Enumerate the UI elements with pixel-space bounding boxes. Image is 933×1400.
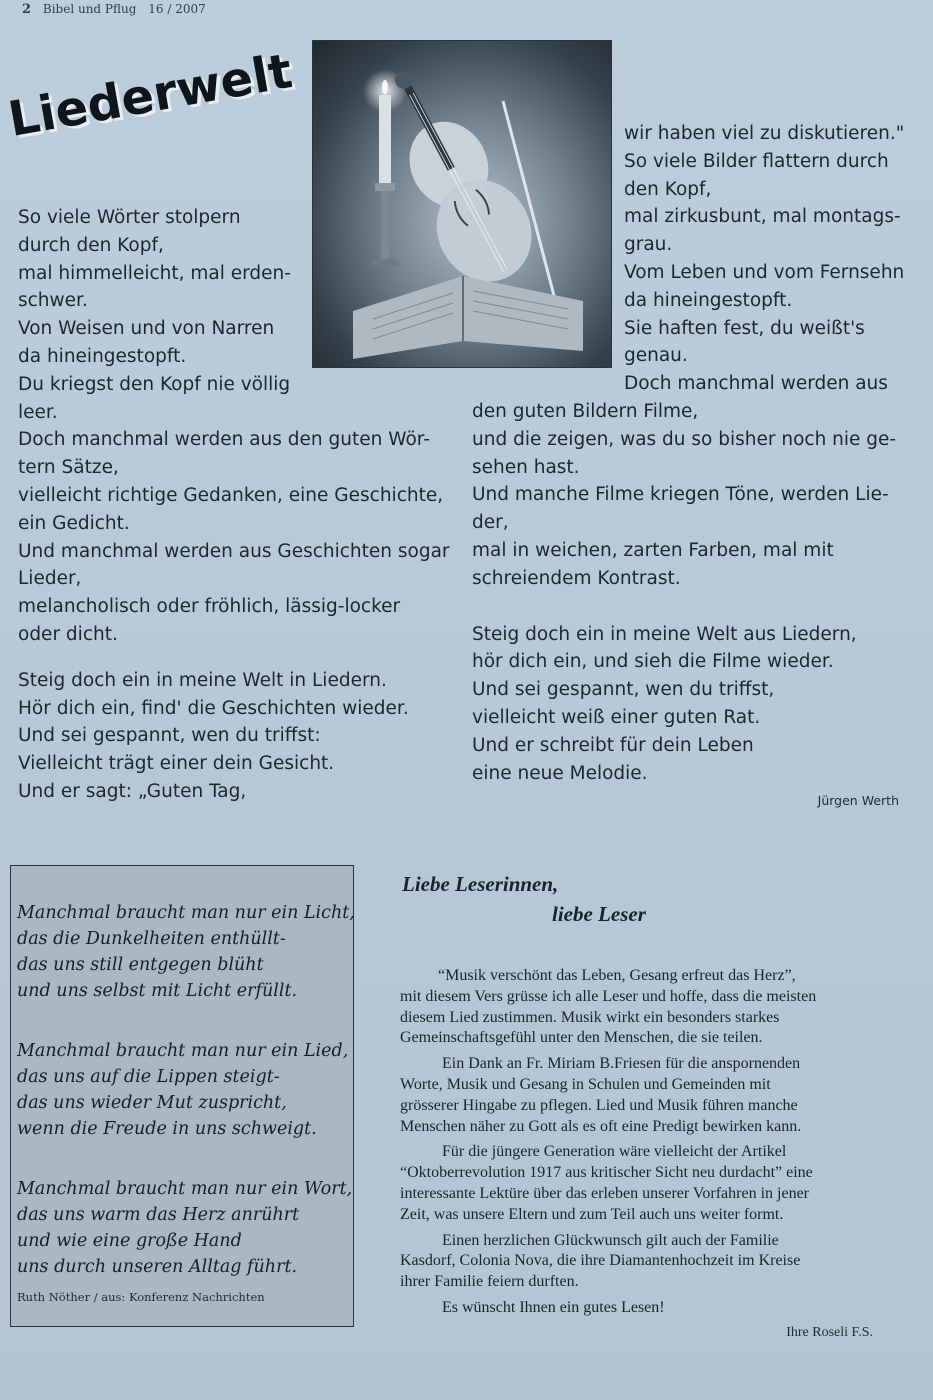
- poem-line: Vielleicht trägt einer dein Gesicht.: [18, 753, 335, 775]
- verse-line: Manchmal braucht man nur ein Lied,: [17, 1041, 349, 1061]
- poem-line: So viele Bilder flattern durch: [624, 150, 889, 172]
- magazine-name: Bibel und Pflug: [42, 2, 137, 16]
- poem-line: mal in weichen, zarten Farben, mal mit: [472, 539, 834, 561]
- letter-line: diesem Lied zustimmen. Musik wirkt ein besonders starkes: [400, 1008, 780, 1026]
- letter-line: Worte, Musik und Gesang in Schulen und Gemeinden mit: [400, 1075, 771, 1093]
- poem-line: der,: [472, 512, 509, 534]
- poem-title: Liederwelt: [4, 43, 297, 149]
- poem-line: Doch manchmal werden aus: [624, 373, 888, 395]
- verse-line: wenn die Freude in uns schweigt.: [17, 1119, 317, 1139]
- poem-line: Du kriegst den Kopf nie völlig: [18, 373, 291, 395]
- poem-line: Und manche Filme kriegen Töne, werden Lie-: [472, 484, 889, 506]
- poem-line: melancholisch oder fröhlich, lässig-locker: [18, 596, 401, 618]
- letter-paragraph: [400, 1231, 860, 1293]
- letter-paragraph: [400, 1054, 860, 1137]
- poem-line: ein Gedicht.: [18, 512, 130, 534]
- letter-line: mit diesem Vers grüsse ich alle Leser und hoffe, dass die meisten: [400, 987, 817, 1005]
- stanza-gap: [18, 649, 450, 667]
- verse-line: das uns still entgegen blüht: [17, 955, 264, 975]
- poem-line: schwer.: [18, 290, 88, 312]
- poem-line: Von Weisen und von Narren: [18, 318, 275, 340]
- stanza-gap: [472, 593, 896, 621]
- poem-line: Vom Leben und vom Fernsehn: [624, 261, 905, 283]
- poem-line: den guten Bildern Filme,: [472, 401, 699, 422]
- poem-line: da hineingestopft.: [624, 289, 793, 311]
- poem-column-right-bottom: [472, 398, 896, 787]
- verse-line: das uns warm das Herz anrührt: [17, 1205, 300, 1225]
- letter-paragraph: [400, 1142, 860, 1225]
- poem-line: schreiendem Kontrast.: [472, 567, 681, 589]
- letter-line: Einen herzlichen Glückwunsch gilt auch der Familie: [442, 1231, 779, 1249]
- letter-line: Ein Dank an Fr. Miriam B.Friesen für die anspornenden: [442, 1055, 801, 1073]
- letter-line: Es wünscht Ihnen ein gutes Lesen!: [442, 1298, 665, 1316]
- letter-line: Zeit, was unsere Eltern und zum Teil auch uns weiter formt.: [400, 1205, 784, 1223]
- poem-line: Und er sagt: „Guten Tag,: [18, 780, 247, 802]
- poem-line: mal himmelleicht, mal erden-: [18, 262, 291, 284]
- poem-line: vielleicht weiß einer guten Rat.: [472, 706, 761, 728]
- poem-line: und die zeigen, was du so bisher noch nie ge-: [472, 428, 897, 450]
- poem-line: Und manchmal werden aus Geschichten sogar: [18, 540, 450, 562]
- letter-line: Für die jüngere Generation wäre vielleicht der Artikel: [442, 1143, 787, 1161]
- poem-author: Jürgen Werth: [817, 793, 899, 808]
- letter-paragraph: [400, 1298, 860, 1319]
- poem-line: Steig doch ein in meine Welt aus Liedern,: [472, 623, 857, 645]
- poem-column-right-top: [624, 120, 904, 398]
- letter-greeting-1: Liebe Leserinnen,: [402, 872, 559, 896]
- poem-line: den Kopf,: [624, 178, 712, 200]
- poem-line: grau.: [624, 234, 673, 256]
- verse-line: das uns auf die Lippen steigt-: [17, 1067, 280, 1087]
- poem-line: eine neue Melodie.: [472, 762, 648, 784]
- verse-line: Manchmal braucht man nur ein Wort,: [17, 1179, 353, 1199]
- poem-line: genau.: [624, 345, 688, 367]
- poem-line: da hineingestopft.: [18, 345, 187, 367]
- letter-line: Gemeinschaftsgefühl unter den Menschen, die sie teilen.: [400, 1029, 763, 1047]
- verse-credit: Ruth Nöther / aus: Konferenz Nachrichten: [17, 1290, 265, 1304]
- poem-line: oder dicht.: [18, 623, 118, 645]
- letter-line: “Musik verschönt das Leben, Gesang erfreut das Herz”,: [438, 967, 796, 984]
- poem-line: Hör dich ein, find' die Geschichten wieder.: [18, 697, 409, 719]
- letter-line: ihrer Familie feiern durften.: [400, 1273, 579, 1291]
- letter-line: interessante Lektüre über das erleben unserer Vorfahren in jener: [400, 1184, 810, 1202]
- poem-line: mal zirkusbunt, mal montags-: [624, 206, 901, 228]
- letter-greeting-2: liebe Leser: [552, 902, 646, 926]
- poem-line: hör dich ein, und sieh die Filme wieder.: [472, 651, 834, 673]
- verse-text: [17, 900, 355, 1280]
- poem-line: sehen hast.: [472, 456, 580, 478]
- poem-line: vielleicht richtige Gedanken, eine Geschichte,: [18, 484, 444, 506]
- poem-line: Und er schreibt für dein Leben: [472, 734, 754, 756]
- stanza-gap: [17, 1004, 355, 1038]
- poem-line: So viele Wörter stolpern: [18, 207, 241, 228]
- verse-line: und uns selbst mit Licht erfüllt.: [17, 981, 298, 1001]
- poem-line: tern Sätze,: [18, 457, 119, 479]
- poem-line: Steig doch ein in meine Welt in Liedern.: [18, 669, 387, 691]
- poem-column-left: [18, 204, 450, 806]
- poem-line: wir haben viel zu diskutieren.": [624, 123, 905, 144]
- editor-letter: [400, 966, 860, 1324]
- issue-number: 16 / 2007: [148, 2, 206, 16]
- poem-line: Und sei gespannt, wen du triffst,: [472, 679, 775, 701]
- verse-line: Manchmal braucht man nur ein Licht,: [17, 903, 355, 923]
- verse-line: das die Dunkelheiten enthüllt-: [17, 929, 286, 949]
- letter-paragraph: [400, 966, 860, 1049]
- poem-line: leer.: [18, 401, 58, 423]
- poem-line: Lieder,: [18, 568, 82, 590]
- stanza-gap: [17, 1142, 355, 1176]
- letter-line: Kasdorf, Colonia Nova, die ihre Diamantenhochzeit im Kreise: [400, 1252, 801, 1270]
- poem-line: durch den Kopf,: [18, 234, 164, 256]
- letter-line: Menschen näher zu Gott als es oft eine Predigt bewirken kann.: [400, 1117, 802, 1135]
- page-header: [22, 2, 206, 17]
- poem-line: Sie haften fest, du weißt's: [624, 317, 865, 339]
- letter-line: grösserer Hingabe zu pflegen. Lied und Musik führen manche: [400, 1096, 798, 1114]
- verse-line: und wie eine große Hand: [17, 1231, 242, 1251]
- verse-line: das uns wieder Mut zuspricht,: [17, 1093, 287, 1113]
- verse-box: [10, 865, 354, 1327]
- verse-line: uns durch unseren Alltag führt.: [17, 1257, 298, 1277]
- letter-signature: Ihre Roseli F.S.: [786, 1325, 873, 1340]
- poem-line: Doch manchmal werden aus den guten Wör-: [18, 429, 430, 451]
- poem-line: Und sei gespannt, wen du triffst:: [18, 725, 321, 747]
- page-number: 2: [22, 2, 32, 17]
- letter-line: “Oktoberrevolution 1917 aus kritischer Sicht neu durdacht” eine: [400, 1164, 813, 1182]
